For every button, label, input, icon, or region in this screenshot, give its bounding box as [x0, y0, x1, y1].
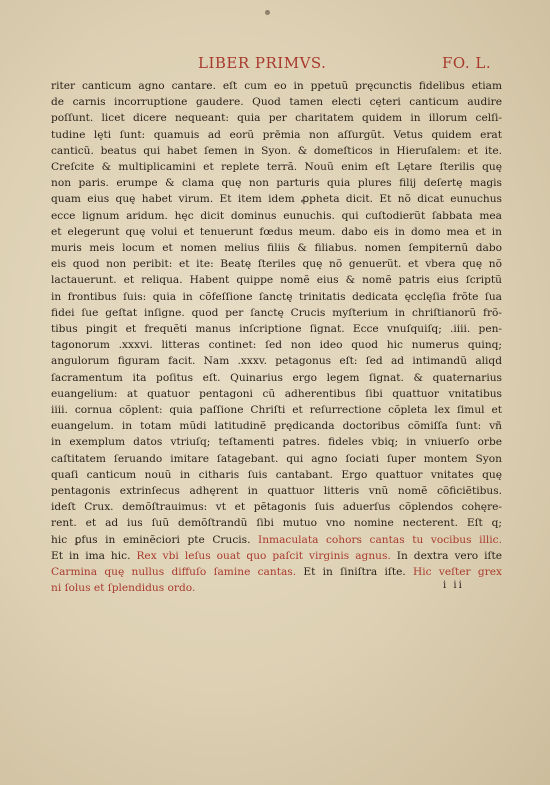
text-segment: pentagonis extrinſecus adhęrent in quattuor litteris vnũ nomẽ cõficiẽtibus.	[51, 485, 502, 498]
body-text	[51, 78, 502, 597]
text-line	[51, 143, 502, 159]
text-line	[51, 191, 502, 207]
text-segment: caſtitatem ſeruando imitare ſatagebant. qui agno ſociati ſuper montem Syon	[51, 452, 502, 465]
text-line	[51, 256, 502, 272]
rubric-text: Inmaculata cohors cantas tu vocibus illic.	[258, 533, 502, 546]
text-segment: euangelium: at quatuor pentagoni cũ adherentibus ſibi quattuor vnitatibus	[51, 387, 502, 400]
text-segment: quaſi canticum nouũ in citharis ſuis cantabant. Ergo quattuor vnitates quę	[51, 468, 502, 481]
text-segment: de carnis incorruptione gaudere. Quod tamen electi cęteri canticum audire	[51, 96, 502, 109]
text-segment: non paris. erumpe & clama quę non parturis quia plures filij deſertę magis	[51, 177, 502, 190]
text-segment: poſſunt. licet dicere nequeant: quia per charitatem quidem in illorum celſi-	[51, 112, 502, 125]
running-header	[0, 54, 550, 74]
text-line	[51, 499, 502, 515]
header-title: LIBER PRIMVS.	[198, 54, 327, 72]
text-segment: ideſt Crux. demõſtrauimus: vt et pẽtagonis ſuis aduerſus cõplendos cohęre-	[51, 501, 502, 514]
text-line	[51, 580, 502, 596]
text-segment: Creſcite & multiplicamini et replete terrã. Nouũ enim eſt Lętare ſterilis quę	[51, 161, 502, 174]
rubric-text: Carmina quę nullus diffuſo ſamine cantas.	[51, 566, 297, 579]
text-line	[51, 467, 502, 483]
text-line	[51, 402, 502, 418]
text-segment: lactauerunt. et reliqua. Habent quippe nomẽ eius & nomẽ patris eius ſcriptũ	[51, 274, 502, 287]
text-segment: eis quod non peribit: et ite: Beatę ſteriles quę nõ genuerũt. et vbera quę nõ	[51, 258, 502, 271]
text-segment: muris meis locum et nomen melius filiis & filiabus. nomen ſempiternũ dabo	[51, 242, 502, 255]
text-segment: tagonorum .xxxvi. litteras continet: ſed non ideo quod hic numerus quinq;	[51, 339, 502, 352]
text-segment: ecce lignum aridum. hęc dicit dominus eunuchis. qui cuſtodierũt ſabbata mea	[51, 209, 502, 222]
text-segment: Et in ſiniſtra iſte.	[303, 566, 406, 579]
rubric-text: Rex vbi leſus ouat quo paſcit virginis agnus.	[136, 549, 391, 562]
text-segment: riter canticum agno cantare. eſt cum eo in ppetuũ pręcunctis fidelibus etiam	[51, 80, 502, 92]
text-line	[51, 289, 502, 305]
folio-number: FO. L.	[442, 54, 492, 72]
text-line	[51, 564, 502, 580]
text-line	[51, 418, 502, 434]
text-segment: angulorum figuram facit. Nam .xxxv. petagonus eſt: ſed ad intimandũ aliqd	[51, 355, 502, 368]
ink-spot	[265, 10, 270, 15]
text-line	[51, 370, 502, 386]
text-line	[51, 434, 502, 450]
text-segment: rent. et ad ius ſuũ demõſtrandũ ſibi mutuo vno nomine necterent. Eſt q;	[51, 517, 502, 530]
text-line	[51, 272, 502, 288]
text-segment: in frontibus ſuis: quia in cõfeſſione ſanctę trinitatis dedicata ęcclęſia frõte ſua	[51, 290, 502, 303]
text-line	[51, 127, 502, 143]
text-segment: quam eius quę habet virum. Et item idem ꝓpheta dicit. Et nõ dicat eunuchus	[51, 193, 502, 206]
text-line	[51, 353, 502, 369]
text-line	[51, 451, 502, 467]
text-segment: iiii. cornua cõplent: quia paſſione Chriſti et reſurrectione cõpleta lex ſimul et	[51, 404, 502, 417]
text-line	[51, 240, 502, 256]
text-line	[51, 159, 502, 175]
text-line	[51, 94, 502, 110]
signature-mark: i ii	[443, 580, 464, 591]
text-line	[51, 321, 502, 337]
text-line	[51, 78, 502, 94]
text-segment: In dextra vero iſte	[396, 549, 502, 562]
text-line	[51, 386, 502, 402]
text-line	[51, 548, 502, 564]
text-line	[51, 305, 502, 321]
text-line	[51, 224, 502, 240]
text-segment: et elegerunt quę volui et tenuerunt fœdus meum. dabo eis in domo mea et in	[51, 225, 502, 238]
text-segment: hic ꝑfus in eminẽciori pte Crucis.	[51, 533, 251, 546]
text-segment: Et in ima hic.	[51, 549, 131, 562]
text-segment: canticũ. beatus qui habet ſemen in Syon. & domeſticos in Hieruſalem: et ite.	[51, 144, 502, 157]
text-segment: ſacramentum ita poſitus eſt. Quinarius ergo legem ſignat. & quaternarius	[51, 371, 502, 384]
text-line	[51, 208, 502, 224]
rubric-text: Hic veſter grex	[413, 566, 502, 579]
text-segment: tibus pingit et frequẽti manus inſcriptione ſignat. Ecce vnuſquiſq; .iiii. pen-	[51, 323, 502, 336]
text-segment: tudine lęti ſunt: quamuis ad eorũ prēmia non aſſurgũt. Vetus quidem erat	[51, 128, 502, 141]
text-segment: in exemplum datos vtriuſq; teſtamenti patres. fideles vbiq; in vniuerſo orbe	[51, 436, 502, 449]
text-line	[51, 483, 502, 499]
text-line	[51, 337, 502, 353]
text-line	[51, 110, 502, 126]
text-segment: euangelum. in totam mũdi latitudinẽ prędicanda doctoribus cõmiſſa ſunt: vñ	[51, 420, 502, 433]
rubric-text: ni ſolus et ſplendidus ordo.	[51, 582, 196, 595]
text-segment: fidei ſue geſtat inſigne. quod per ſanctę Crucis myſterium in chriſtianorũ frõ-	[51, 306, 502, 319]
text-line	[51, 532, 502, 548]
text-line	[51, 515, 502, 531]
text-line	[51, 175, 502, 191]
